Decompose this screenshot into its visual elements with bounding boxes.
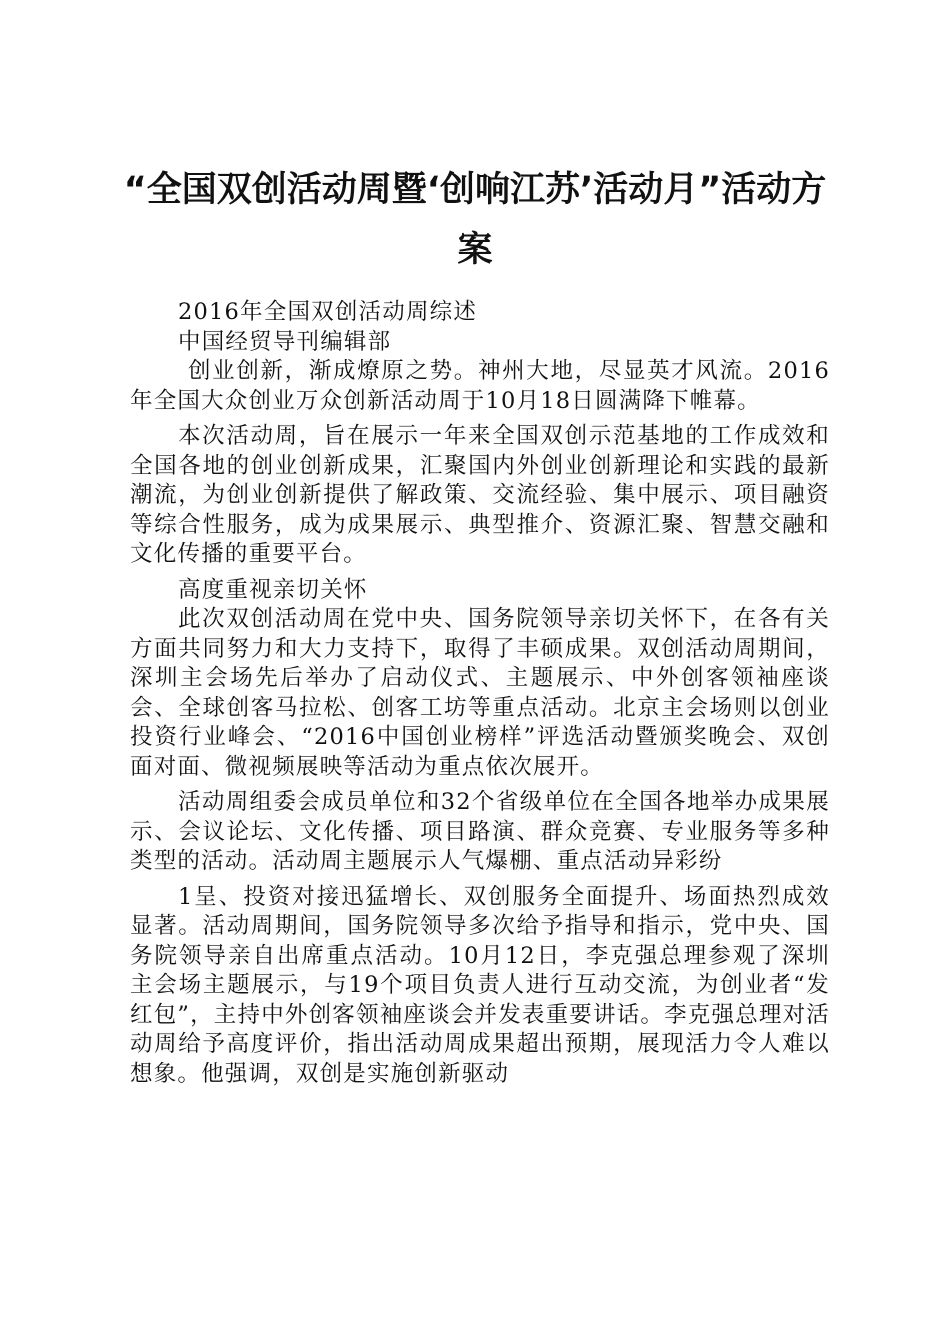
paragraph: 创业创新，渐成燎原之势。神州大地，尽显英才风流。2016年全国大众创业万众创新活动周于10月18日圆满降下帷幕。 — [130, 358, 830, 414]
paragraph: 活动周组委会成员单位和32个省级单位在全国各地举办成果展示、会议论坛、文化传播、项目路演、群众竞赛、专业服务等多种类型的活动。活动周主题展示人气爆棚、重点活动异彩纷 — [130, 789, 830, 874]
subtitle-line: 2016年全国双创活动周综述 — [178, 299, 478, 325]
document-body — [130, 298, 830, 1095]
document-title: “全国双创活动周暨‘创响江苏’活动月”活动方案 — [123, 170, 827, 270]
paragraph: 此次双创活动周在党中央、国务院领导亲切关怀下，在各有关方面共同努力和大力支持下，取得了丰硕成果。双创活动周期间，深圳主会场先后举办了启动仪式、主题展示、中外创客领袖座谈会、全球创客马拉松、创客工坊等重点活动。北京主会场则以创业投资行业峰会、“2016中国创业榜样”评选活动暨颁奖晚会、双创面对面、微视频展映等活动为重点依次展开。 — [130, 606, 830, 780]
section-heading: 高度重视亲切关怀 — [178, 576, 368, 603]
author-line: 中国经贸导刊编辑部 — [178, 328, 392, 355]
paragraph: 1呈、投资对接迅猛增长、双创服务全面提升、场面热烈成效显著。活动周期间，国务院领导多次给予指导和指示，党中央、国务院领导亲自出席重点活动。10月12日，李克强总理参观了深圳主会场主题展示，与19个项目负责人进行互动交流，为创业者“发红包”，主持中外创客领袖座谈会并发表重要讲话。李克强总理对活动周给予高度评价，指出活动周成果超出预期，展现活力令人难以想象。他强调，双创是实施创新驱动 — [130, 883, 831, 1087]
paragraph: 本次活动周，旨在展示一年来全国双创示范基地的工作成效和全国各地的创业创新成果，汇聚国内外创业创新理论和实践的最新潮流，为创业创新提供了解政策、交流经验、集中展示、项目融资等综合性服务，成为成果展示、典型推介、资源汇聚、智慧交融和文化传播的重要平台。 — [130, 423, 830, 567]
